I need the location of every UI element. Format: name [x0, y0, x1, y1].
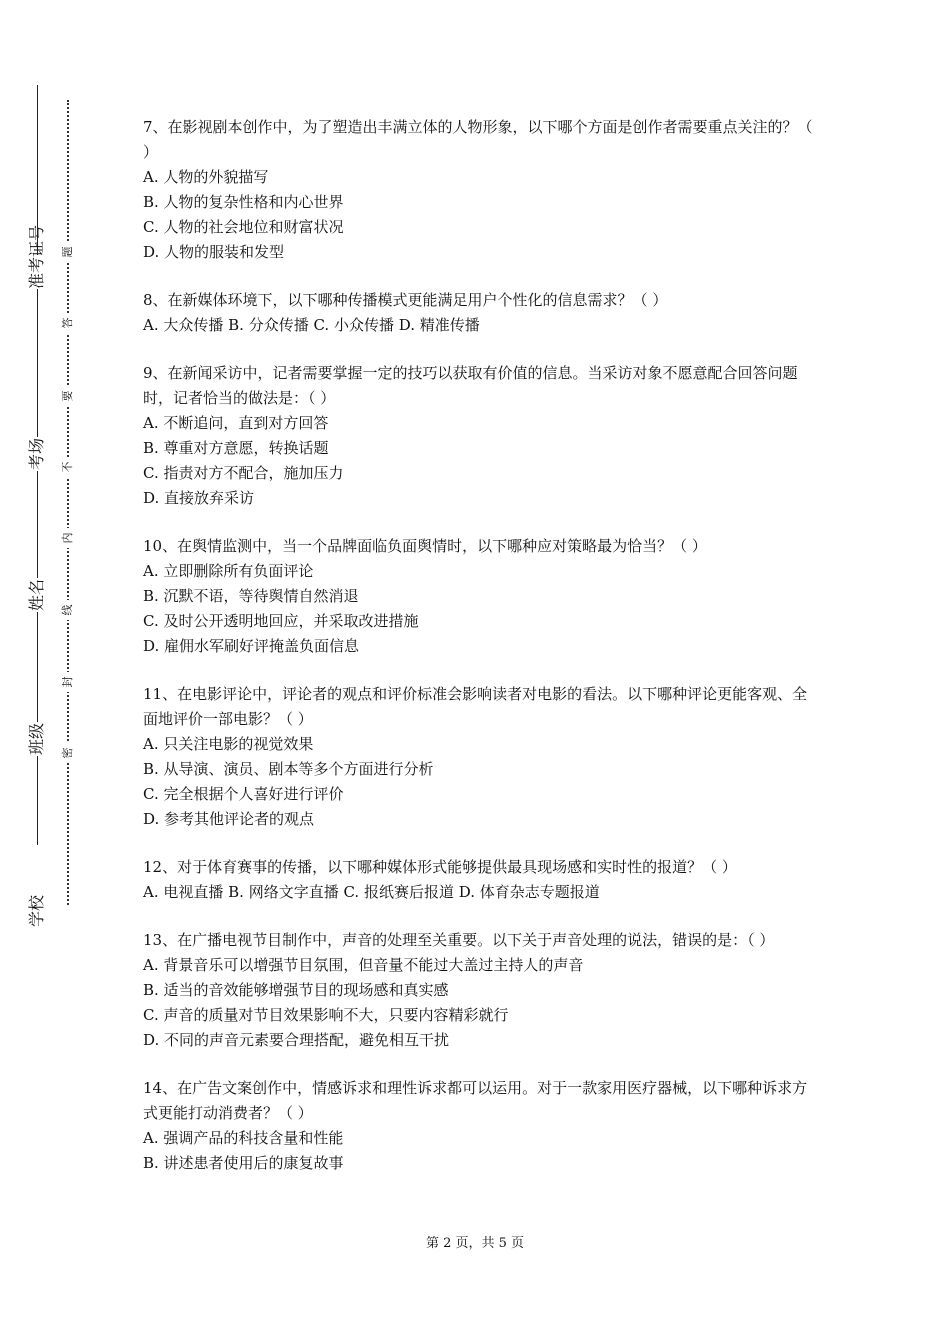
option-a: A. 不断追问，直到对方回答 [143, 414, 329, 432]
name-label: 姓名 [20, 578, 54, 612]
question-11 [143, 682, 813, 832]
question-stem: 7、在影视剧本创作中，为了塑造出丰满立体的人物形象，以下哪个方面是创作者需要重点关注的？（ ） [143, 118, 813, 161]
question-9 [143, 361, 813, 511]
option-d: D. 不同的声音元素要合理搭配，避免相互干扰 [143, 1031, 450, 1049]
question-8 [143, 288, 813, 338]
seal-char: 密 [58, 743, 78, 763]
option-b: B. 沉默不语，等待舆情自然消退 [143, 587, 359, 605]
question-12 [143, 855, 813, 905]
option-d: D. 人物的服装和发型 [143, 243, 285, 261]
options-inline: A. 电视直播 B. 网络文字直播 C. 报纸赛后报道 D. 体育杂志专题报道 [143, 883, 600, 901]
question-stem: 14、在广告文案创作中，情感诉求和理性诉求都可以运用。对于一款家用医疗器械，以下哪种诉求方式更能打动消费者？（ ） [143, 1079, 808, 1122]
option-a: A. 立即删除所有负面评论 [143, 562, 314, 580]
question-stem: 9、在新闻采访中，记者需要掌握一定的技巧以获取有价值的信息。当采访对象不愿意配合回答问题时，记者恰当的做法是：（ ） [143, 364, 798, 407]
question-7 [143, 115, 813, 265]
option-b: B. 尊重对方意愿，转换话题 [143, 439, 329, 457]
option-a: A. 人物的外貌描写 [143, 168, 269, 186]
option-c: C. 指责对方不配合，施加压力 [143, 464, 344, 482]
option-d: D. 雇佣水军刷好评掩盖负面信息 [143, 637, 360, 655]
option-a: A. 强调产品的科技含量和性能 [143, 1129, 344, 1147]
seal-char: 答 [58, 313, 78, 333]
option-c: C. 声音的质量对节目效果影响不大，只要内容精彩就行 [143, 1006, 509, 1024]
seal-dotted-line [67, 100, 69, 905]
exam-id-label: 准考证号 [20, 255, 54, 289]
option-b: B. 适当的音效能够增强节目的现场感和真实感 [143, 981, 449, 999]
binding-margin [0, 0, 110, 1344]
question-list [143, 115, 813, 1199]
option-a: A. 只关注电影的视觉效果 [143, 735, 314, 753]
option-c: C. 完全根据个人喜好进行评价 [143, 785, 344, 803]
option-b: B. 人物的复杂性格和内心世界 [143, 193, 344, 211]
question-stem: 8、在新媒体环境下，以下哪种传播模式更能满足用户个性化的信息需求？（ ） [143, 291, 668, 309]
option-d: D. 直接放弃采访 [143, 489, 255, 507]
exam-room-label: 考场 [20, 437, 54, 471]
options-inline: A. 大众传播 B. 分众传播 C. 小众传播 D. 精准传播 [143, 316, 480, 334]
question-stem: 13、在广播电视节目制作中，声音的处理至关重要。以下关于声音处理的说法，错误的是：（ ） [143, 931, 775, 949]
option-b: B. 讲述患者使用后的康复故事 [143, 1154, 344, 1172]
question-stem: 12、对于体育赛事的传播，以下哪种媒体形式能够提供最具现场感和实时性的报道？（ ） [143, 858, 737, 876]
seal-char: 题 [58, 242, 78, 262]
option-d: D. 参考其他评论者的观点 [143, 810, 315, 828]
seal-char: 线 [58, 600, 78, 620]
school-label: 学校 [20, 894, 54, 928]
seal-char: 封 [58, 672, 78, 692]
question-stem: 10、在舆情监测中，当一个品牌面临负面舆情时，以下哪种应对策略最为恰当？（ ） [143, 537, 707, 555]
class-label: 班级 [20, 722, 54, 756]
page-footer: 第 2 页，共 5 页 [425, 1236, 525, 1251]
option-a: A. 背景音乐可以增强节目氛围，但音量不能过大盖过主持人的声音 [143, 956, 584, 974]
seal-char: 内 [58, 528, 78, 548]
question-14 [143, 1076, 813, 1176]
seal-char: 要 [58, 386, 78, 406]
question-10 [143, 534, 813, 659]
question-13 [143, 928, 813, 1053]
option-c: C. 人物的社会地位和财富状况 [143, 218, 344, 236]
option-b: B. 从导演、演员、剧本等多个方面进行分析 [143, 760, 434, 778]
seal-char: 不 [58, 457, 78, 477]
question-stem: 11、在电影评论中，评论者的观点和评价标准会影响读者对电影的看法。以下哪种评论更能客观、全面地评价一部电影？（ ） [143, 685, 808, 728]
option-c: C. 及时公开透明地回应，并采取改进措施 [143, 612, 419, 630]
